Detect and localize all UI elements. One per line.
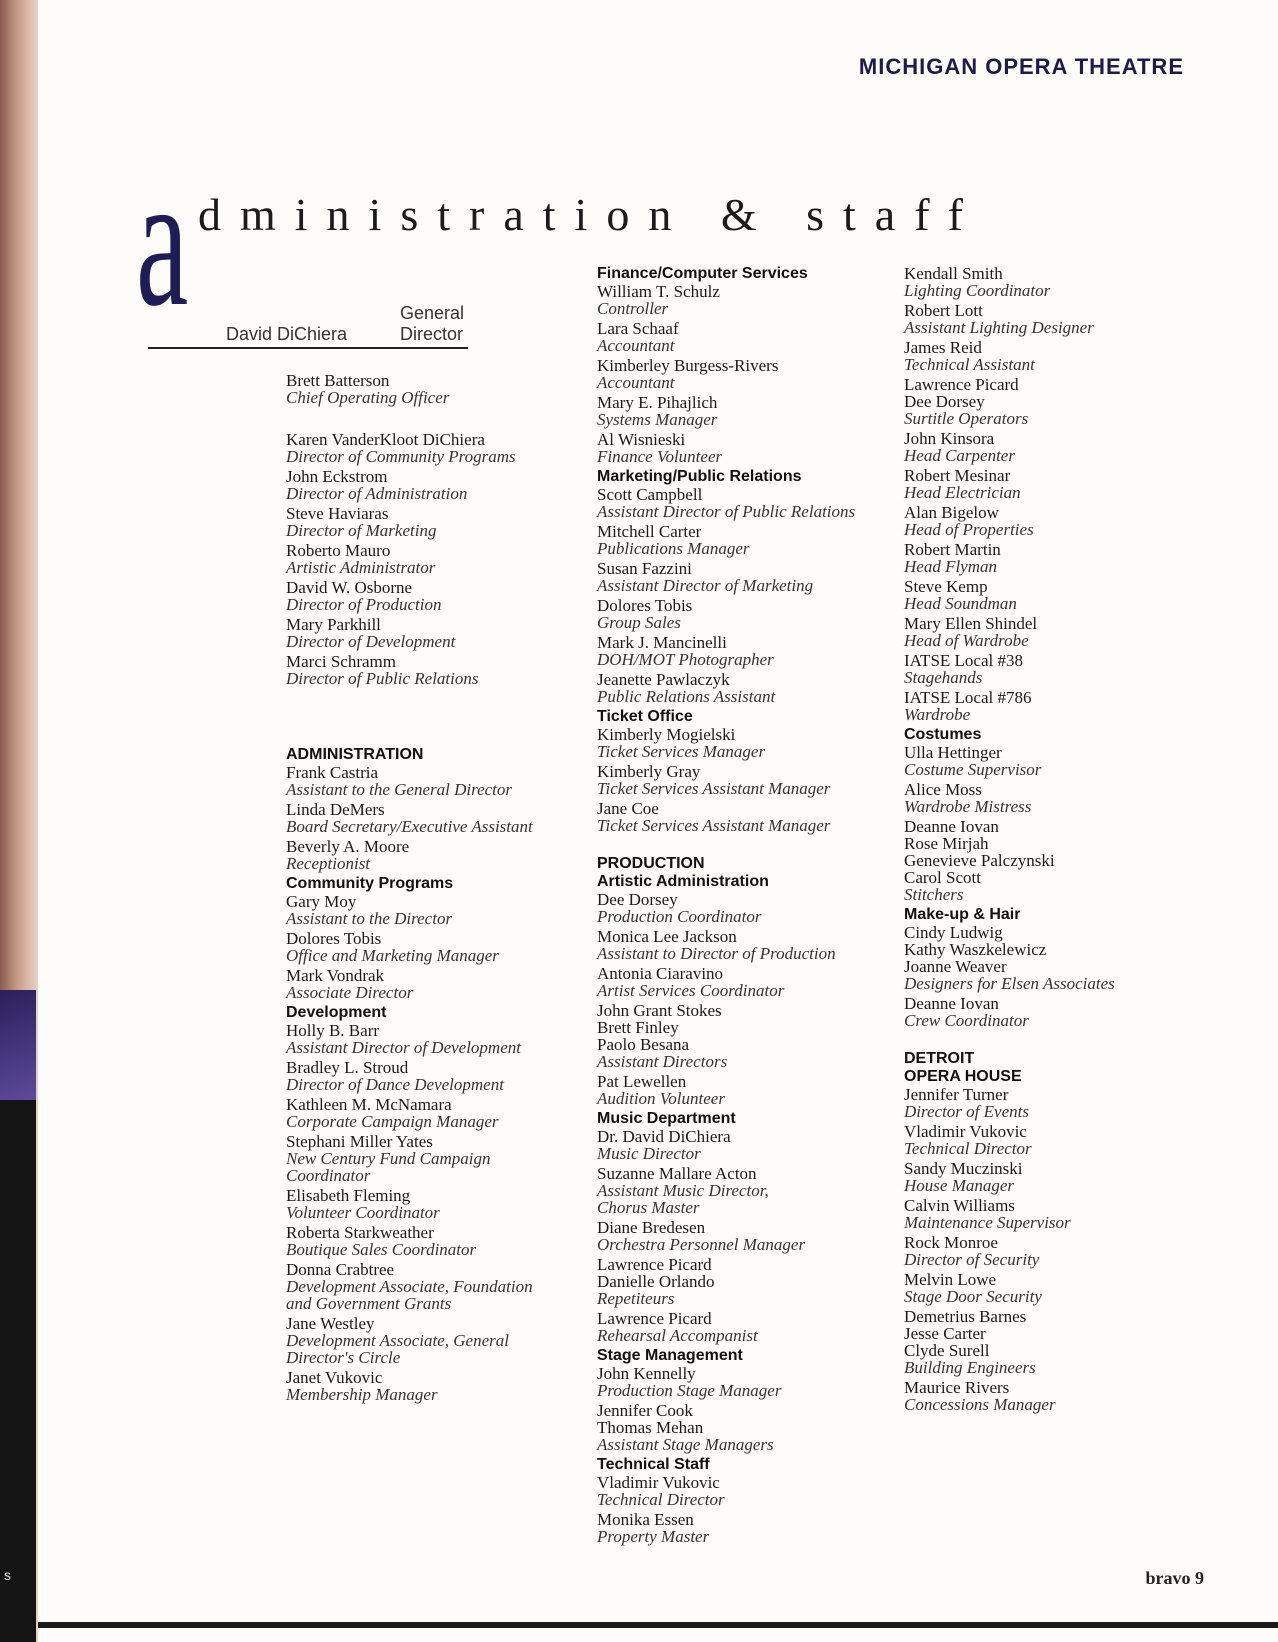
staff-role: Concessions Manager (904, 1395, 1056, 1414)
staff-role: Director of Dance Development (286, 1075, 504, 1094)
staff-role: Assistant Director of Development (286, 1038, 521, 1057)
staff-role: Board Secretary/Executive Assistant (286, 817, 533, 836)
staff-entry (597, 394, 887, 428)
spine-purple-edge (0, 990, 36, 1100)
staff-role: Director's Circle (286, 1348, 401, 1367)
staff-role: Director of Marketing (286, 521, 437, 540)
staff-name: Danielle Orlando (597, 1272, 715, 1291)
staff-entry (286, 505, 576, 539)
staff-entry (597, 283, 887, 317)
staff-entry (597, 431, 887, 465)
staff-entry (597, 726, 887, 760)
staff-role: Music Director (597, 1144, 701, 1163)
staff-role: Head Electrician (904, 483, 1021, 502)
staff-role: Ticket Services Assistant Manager (597, 816, 831, 835)
staff-entry (286, 838, 576, 872)
section-heading: Finance/Computer Services (597, 265, 808, 282)
staff-name: Jeanette Pawlaczyk (597, 670, 730, 689)
staff-name: Mark J. Mancinelli (597, 633, 727, 652)
staff-entry (286, 468, 576, 502)
staff-entry (904, 689, 1204, 723)
staff-role: Assistant to Director of Production (597, 944, 836, 963)
staff-name: Marci Schramm (286, 652, 396, 671)
staff-name: Elisabeth Fleming (286, 1186, 411, 1205)
staff-column-3 (904, 265, 1204, 1416)
staff-role: Publications Manager (597, 539, 750, 558)
staff-role: Designers for Elsen Associates (904, 974, 1115, 993)
staff-entry (286, 930, 576, 964)
staff-role: Crew Coordinator (904, 1011, 1029, 1030)
staff-entry (597, 1219, 887, 1253)
staff-entry (904, 430, 1204, 464)
staff-name: Holly B. Barr (286, 1021, 380, 1040)
title-drop-cap: a (136, 136, 189, 346)
staff-name: Rock Monroe (904, 1233, 998, 1252)
general-director-name: David DiChiera (226, 324, 348, 344)
staff-name: Jennifer Cook (597, 1401, 693, 1420)
staff-name: Roberto Mauro (286, 541, 391, 560)
spine-letter: s (4, 1567, 11, 1583)
staff-role: Building Engineers (904, 1358, 1036, 1377)
staff-role: Lighting Coordinator (904, 281, 1051, 300)
staff-role: Head of Properties (904, 520, 1034, 539)
staff-name: Lawrence Picard (597, 1309, 712, 1328)
staff-name: Steve Kemp (904, 577, 988, 596)
staff-role: Technical Director (597, 1490, 725, 1509)
section-heading: ADMINISTRATION (286, 746, 424, 763)
staff-entry (597, 1310, 887, 1344)
staff-name: Dee Dorsey (904, 392, 985, 411)
staff-entry (597, 1256, 887, 1307)
staff-role: Assistant to the Director (286, 909, 453, 928)
staff-name: Diane Bredesen (597, 1218, 706, 1237)
staff-entry (904, 1271, 1204, 1305)
staff-entry (597, 1128, 887, 1162)
staff-entry (286, 372, 576, 406)
section-heading: Costumes (904, 726, 982, 743)
staff-role: Head Flyman (904, 557, 998, 576)
staff-role: Director of Administration (286, 484, 468, 503)
staff-name: Kathleen M. McNamara (286, 1095, 452, 1114)
spacer (597, 837, 887, 855)
staff-role: House Manager (904, 1176, 1015, 1195)
staff-entry (597, 671, 887, 705)
staff-name: Bradley L. Stroud (286, 1058, 409, 1077)
staff-entry (286, 579, 576, 613)
staff-role: Production Stage Manager (597, 1381, 782, 1400)
staff-entry (904, 995, 1204, 1029)
staff-role: Surtitle Operators (904, 409, 1029, 428)
staff-role: Chief Operating Officer (286, 388, 450, 407)
staff-entry (597, 965, 887, 999)
staff-role: Technical Director (904, 1139, 1032, 1158)
staff-name: Mary E. Pihajlich (597, 393, 718, 412)
staff-role: Associate Director (286, 983, 414, 1002)
staff-name: Al Wisnieski (597, 430, 686, 449)
staff-entry (286, 801, 576, 835)
staff-role: Production Coordinator (597, 907, 762, 926)
section-heading: Marketing/Public Relations (597, 468, 802, 485)
staff-entry (597, 1073, 887, 1107)
staff-entry (597, 800, 887, 834)
staff-entry (904, 504, 1204, 538)
staff-role: Director of Events (904, 1102, 1029, 1121)
staff-name: Melvin Lowe (904, 1270, 997, 1289)
staff-entry (904, 1123, 1204, 1157)
staff-role: Costume Supervisor (904, 760, 1042, 779)
staff-name: Kimberley Burgess-Rivers (597, 356, 779, 375)
staff-role: Wardrobe (904, 705, 971, 724)
section-heading: Make-up & Hair (904, 906, 1021, 923)
staff-entry (286, 616, 576, 650)
staff-name: Alice Moss (904, 780, 982, 799)
staff-role: Corporate Campaign Manager (286, 1112, 499, 1131)
staff-role: Orchestra Personnel Manager (597, 1235, 806, 1254)
staff-name: Dee Dorsey (597, 890, 678, 909)
spacer (904, 1032, 1204, 1050)
staff-name: Brett Finley (597, 1018, 679, 1037)
staff-name: Clyde Surell (904, 1341, 990, 1360)
section-heading: Stage Management (597, 1347, 743, 1364)
staff-name: Robert Mesinar (904, 466, 1011, 485)
staff-name: Rose Mirjah (904, 834, 989, 853)
staff-entry (904, 744, 1204, 778)
staff-role: Assistant Director of Public Relations (597, 502, 856, 521)
staff-name: Donna Crabtree (286, 1260, 395, 1279)
staff-entry (597, 1002, 887, 1070)
staff-role: New Century Fund Campaign Coordinator (286, 1149, 491, 1185)
staff-name: Jesse Carter (904, 1324, 986, 1343)
staff-entry (286, 893, 576, 927)
staff-name: Demetrius Barnes (904, 1307, 1027, 1326)
staff-name: Beverly A. Moore (286, 837, 410, 856)
staff-entry (597, 1402, 887, 1453)
staff-role: Rehearsal Accompanist (597, 1326, 758, 1345)
footer-brand: bravo (1145, 1568, 1191, 1588)
staff-name: Steve Haviaras (286, 504, 389, 523)
staff-entry (904, 1379, 1204, 1413)
section-heading: Ticket Office (597, 708, 693, 725)
staff-name: James Reid (904, 338, 982, 357)
staff-entry (904, 1086, 1204, 1120)
bottom-rule (38, 1622, 1278, 1628)
staff-entry (286, 1022, 576, 1056)
staff-entry (904, 818, 1204, 903)
staff-name: Scott Campbell (597, 485, 703, 504)
staff-entry (286, 1096, 576, 1130)
staff-role: Wardrobe Mistress (904, 797, 1032, 816)
staff-role: Assistant Director of Marketing (597, 576, 814, 595)
section-heading: OPERA HOUSE (904, 1068, 1022, 1085)
staff-name: Paolo Besana (597, 1035, 690, 1054)
staff-role: Accountant (597, 336, 675, 355)
staff-name: Frank Castria (286, 763, 379, 782)
staff-role: Controller (597, 299, 669, 318)
staff-entry (597, 928, 887, 962)
staff-name: Genevieve Palczynski (904, 851, 1055, 870)
staff-name: Dolores Tobis (597, 596, 693, 615)
staff-name: John Kinsora (904, 429, 995, 448)
staff-entry (904, 265, 1204, 299)
page-title: dministration & staff (198, 189, 983, 240)
staff-entry (904, 1234, 1204, 1268)
spacer (286, 409, 576, 431)
staff-role: DOH/MOT Photographer (597, 650, 774, 669)
staff-name: Gary Moy (286, 892, 357, 911)
staff-entry (286, 1369, 576, 1403)
staff-entry (597, 523, 887, 557)
staff-name: IATSE Local #786 (904, 688, 1032, 707)
section-heading: DETROIT (904, 1050, 975, 1067)
staff-name: Lara Schaaf (597, 319, 679, 338)
staff-role: Artistic Administrator (286, 558, 436, 577)
spine-dark-edge (0, 1100, 36, 1642)
staff-entry (286, 431, 576, 465)
staff-role: Repetiteurs (597, 1289, 675, 1308)
staff-role: Assistant Directors (597, 1052, 728, 1071)
staff-name: John Eckstrom (286, 467, 388, 486)
staff-role: Director of Security (904, 1250, 1040, 1269)
staff-name: Robert Lott (904, 301, 983, 320)
staff-entry (597, 320, 887, 354)
staff-name: Kendall Smith (904, 264, 1003, 283)
general-director-title-line1: General (400, 303, 465, 323)
staff-role: Head Soundman (904, 594, 1017, 613)
staff-name: Susan Fazzini (597, 559, 692, 578)
staff-entry (286, 1059, 576, 1093)
section-heading: Music Department (597, 1110, 736, 1127)
staff-name: Dolores Tobis (286, 929, 382, 948)
section-heading: Artistic Administration (597, 873, 769, 890)
staff-role: Group Sales (597, 613, 681, 632)
staff-name: Deanne Iovan (904, 994, 999, 1013)
staff-role: Chorus Master (597, 1198, 700, 1217)
staff-entry (597, 763, 887, 797)
staff-name: Janet Vukovic (286, 1368, 383, 1387)
staff-name: Carol Scott (904, 868, 981, 887)
staff-role: Head Carpenter (904, 446, 1015, 465)
staff-name: Robert Martin (904, 540, 1001, 559)
staff-name: Jane Westley (286, 1314, 375, 1333)
staff-name: Ulla Hettinger (904, 743, 1002, 762)
staff-name: Mark Vondrak (286, 966, 385, 985)
staff-role: Director of Development (286, 632, 456, 651)
staff-name: Joanne Weaver (904, 957, 1007, 976)
staff-entry (597, 1165, 887, 1216)
staff-entry (904, 467, 1204, 501)
staff-name: Alan Bigelow (904, 503, 999, 522)
staff-entry (597, 1474, 887, 1508)
staff-name: Vladimir Vukovic (597, 1473, 720, 1492)
staff-name: Kimberly Gray (597, 762, 701, 781)
staff-role: Finance Volunteer (597, 447, 723, 466)
staff-role: Assistant Stage Managers (597, 1435, 774, 1454)
staff-role: Director of Public Relations (286, 669, 479, 688)
staff-name: Karen VanderKloot DiChiera (286, 430, 485, 449)
staff-name: Lawrence Picard (597, 1255, 712, 1274)
staff-role: Membership Manager (286, 1385, 438, 1404)
staff-entry (597, 891, 887, 925)
staff-name: Lawrence Picard (904, 375, 1019, 394)
staff-role: Director of Production (286, 595, 442, 614)
staff-role: Audition Volunteer (597, 1089, 725, 1108)
staff-entry (597, 1365, 887, 1399)
staff-role: Stitchers (904, 885, 964, 904)
staff-entry (597, 634, 887, 668)
staff-entry (597, 486, 887, 520)
staff-role: Assistant Music Director, (597, 1181, 769, 1200)
staff-role: Director of Community Programs (286, 447, 516, 466)
staff-name: William T. Schulz (597, 282, 720, 301)
staff-name: Roberta Starkweather (286, 1223, 434, 1242)
page-number: 9 (1195, 1568, 1204, 1588)
staff-role: Property Master (597, 1527, 710, 1546)
staff-role: Ticket Services Assistant Manager (597, 779, 831, 798)
staff-entry (904, 541, 1204, 575)
staff-entry (286, 967, 576, 1001)
staff-role: Assistant to the General Director (286, 780, 513, 799)
staff-role: Head of Wardrobe (904, 631, 1029, 650)
staff-role: Technical Assistant (904, 355, 1035, 374)
staff-role: Accountant (597, 373, 675, 392)
staff-role: Volunteer Coordinator (286, 1203, 440, 1222)
staff-role: Assistant Lighting Designer (904, 318, 1094, 337)
staff-entry (904, 376, 1204, 427)
staff-entry (286, 1224, 576, 1258)
staff-name: IATSE Local #38 (904, 651, 1023, 670)
staff-entry (904, 615, 1204, 649)
staff-role: Office and Marketing Manager (286, 946, 499, 965)
staff-name: Mary Ellen Shindel (904, 614, 1038, 633)
staff-entry (286, 1261, 576, 1312)
staff-entry (904, 578, 1204, 612)
staff-name: Jane Coe (597, 799, 659, 818)
staff-entry (286, 1133, 576, 1184)
staff-name: Linda DeMers (286, 800, 385, 819)
staff-name: Cindy Ludwig (904, 923, 1003, 942)
section-heading: Community Programs (286, 875, 454, 892)
staff-name: Kathy Waszkelewicz (904, 940, 1047, 959)
staff-name: Stephani Miller Yates (286, 1132, 433, 1151)
staff-name: David W. Osborne (286, 578, 413, 597)
staff-entry (597, 357, 887, 391)
section-heading: PRODUCTION (597, 855, 705, 872)
staff-entry (904, 1197, 1204, 1231)
staff-name: Mitchell Carter (597, 522, 702, 541)
staff-entry (286, 542, 576, 576)
staff-entry (904, 1308, 1204, 1376)
staff-entry (286, 653, 576, 687)
staff-name: Monica Lee Jackson (597, 927, 737, 946)
staff-column-2 (597, 265, 887, 1548)
general-director-block (148, 302, 468, 349)
staff-entry (286, 1187, 576, 1221)
staff-role: Ticket Services Manager (597, 742, 766, 761)
staff-name: John Kennelly (597, 1364, 696, 1383)
staff-role: Development Associate, General (286, 1331, 509, 1350)
staff-entry (904, 302, 1204, 336)
staff-name: Dr. David DiChiera (597, 1127, 731, 1146)
staff-role: and Government Grants (286, 1294, 452, 1313)
staff-name: Sandy Muczinski (904, 1159, 1023, 1178)
staff-entry (904, 1160, 1204, 1194)
staff-name: Monika Essen (597, 1510, 694, 1529)
section-heading: Development (286, 1004, 387, 1021)
staff-role: Public Relations Assistant (597, 687, 776, 706)
page-footer (1146, 1568, 1205, 1589)
staff-entry (904, 652, 1204, 686)
staff-entry (904, 924, 1204, 992)
staff-name: Mary Parkhill (286, 615, 381, 634)
staff-role: Development Associate, Foundation (286, 1277, 533, 1296)
staff-entry (597, 560, 887, 594)
staff-role: Systems Manager (597, 410, 718, 429)
staff-name: Pat Lewellen (597, 1072, 687, 1091)
staff-name: John Grant Stokes (597, 1001, 722, 1020)
staff-name: Calvin Williams (904, 1196, 1015, 1215)
staff-column-1 (286, 372, 576, 1406)
staff-name: Brett Batterson (286, 371, 390, 390)
general-director-title-line2: Director (400, 324, 464, 344)
staff-role: Artist Services Coordinator (597, 981, 785, 1000)
staff-name: Kimberly Mogielski (597, 725, 736, 744)
staff-entry (904, 339, 1204, 373)
staff-name: Jennifer Turner (904, 1085, 1009, 1104)
staff-name: Thomas Mehan (597, 1418, 704, 1437)
staff-role: Receptionist (286, 854, 371, 873)
general-director-title (400, 303, 464, 345)
page-header: MICHIGAN OPERA THEATRE (858, 54, 1184, 79)
staff-role: Stage Door Security (904, 1287, 1042, 1306)
staff-entry (597, 597, 887, 631)
staff-entry (286, 1315, 576, 1366)
spacer (286, 690, 576, 746)
staff-entry (597, 1511, 887, 1545)
section-heading: Technical Staff (597, 1456, 710, 1473)
staff-role: Maintenance Supervisor (904, 1213, 1071, 1232)
staff-name: Maurice Rivers (904, 1378, 1010, 1397)
staff-role: Stagehands (904, 668, 983, 687)
staff-name: Suzanne Mallare Acton (597, 1164, 757, 1183)
staff-name: Vladimir Vukovic (904, 1122, 1027, 1141)
staff-entry (286, 764, 576, 798)
staff-name: Antonia Ciaravino (597, 964, 724, 983)
staff-entry (904, 781, 1204, 815)
staff-name: Deanne Iovan (904, 817, 999, 836)
staff-role: Boutique Sales Coordinator (286, 1240, 477, 1259)
